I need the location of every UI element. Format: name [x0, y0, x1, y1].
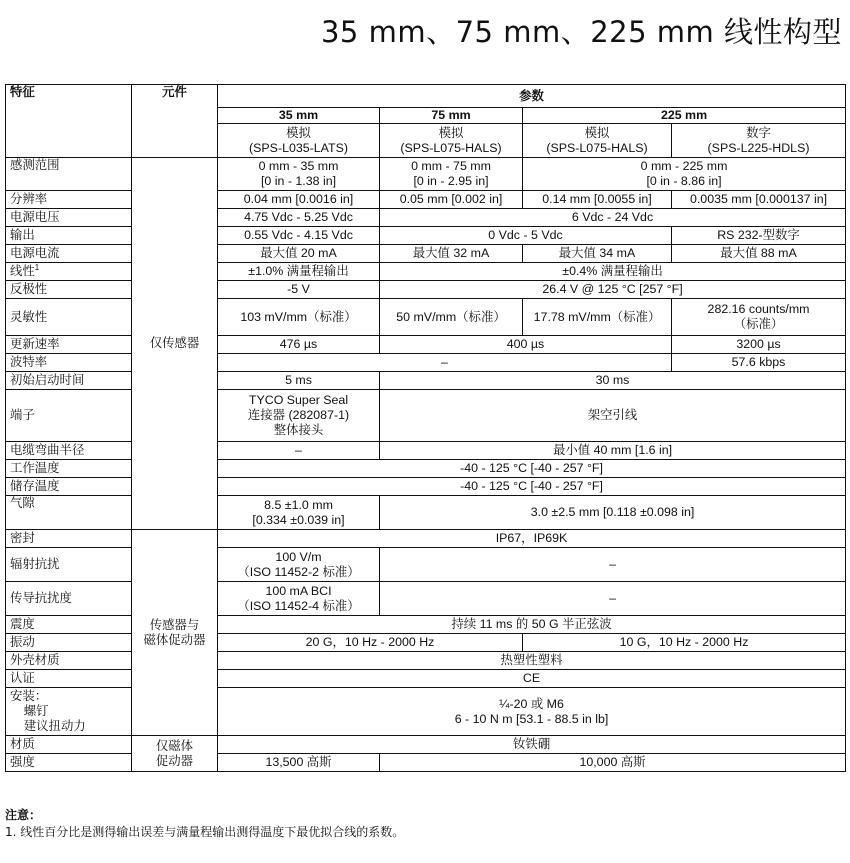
cell-value: 100 mA BCI （ISO 11452-4 标准） — [218, 582, 380, 616]
cell-value: 0.05 mm [0.002 in] — [380, 191, 523, 209]
cell-value: 持续 11 ms 的 50 G 半正弦波 — [218, 616, 846, 634]
cell-value: 架空引线 — [380, 390, 846, 442]
cell-value: 0.0035 mm [0.000137 in] — [672, 191, 846, 209]
row-label: 辐射抗扰 — [6, 548, 132, 582]
row-label: 认证 — [6, 670, 132, 688]
row-label: 气隙 — [6, 496, 132, 530]
cell-value: 6 Vdc - 24 Vdc — [380, 209, 846, 227]
type-2: 模拟 (SPS-L075-HALS) — [380, 124, 523, 158]
row-label: 振动 — [6, 634, 132, 652]
row-label: 强度 — [6, 754, 132, 772]
cell-value: 0 mm - 75 mm [0 in - 2.95 in] — [380, 158, 523, 191]
row-label: 储存温度 — [6, 478, 132, 496]
cell-value: 10,000 高斯 — [380, 754, 846, 772]
cell-value: 50 mV/mm（标准） — [380, 299, 523, 336]
cell-value: 282.16 counts/mm （标准） — [672, 299, 846, 336]
cell-value: 476 µs — [218, 336, 380, 354]
row-label: 密封 — [6, 530, 132, 548]
row-label: 线性 — [10, 264, 35, 278]
row-label: 外壳材质 — [6, 652, 132, 670]
cell-value: 0 Vdc - 5 Vdc — [380, 227, 672, 245]
cell-value: -40 - 125 °C [-40 - 257 °F] — [218, 478, 846, 496]
row-label: 电缆弯曲半径 — [6, 442, 132, 460]
row-label: 工作温度 — [6, 460, 132, 478]
footnote-marker: 1 — [34, 262, 40, 272]
size-225: 225 mm — [523, 108, 846, 124]
cell-value: 0.55 Vdc - 4.15 Vdc — [218, 227, 380, 245]
cell-value: ±1.0% 满量程输出 — [218, 263, 380, 281]
row-label: 初始启动时间 — [6, 372, 132, 390]
cell-value: 20 G，10 Hz - 2000 Hz — [218, 634, 523, 652]
type-3: 模拟 (SPS-L075-HALS) — [523, 124, 672, 158]
row-label: 反极性 — [6, 281, 132, 299]
cell-value: 4.75 Vdc - 5.25 Vdc — [218, 209, 380, 227]
type-4: 数字 (SPS-L225-HDLS) — [672, 124, 846, 158]
row-label: 端子 — [6, 390, 132, 442]
cell-value: RS 232-型数字 — [672, 227, 846, 245]
cell-value: – — [380, 548, 846, 582]
cell-value: – — [218, 354, 672, 372]
notes — [5, 807, 404, 841]
table-row — [6, 736, 846, 754]
header-feature: 特征 — [6, 85, 132, 158]
row-label: 更新速率 — [6, 336, 132, 354]
cell-value: 57.6 kbps — [672, 354, 846, 372]
row-label: 材质 — [6, 736, 132, 754]
cell-value: 最小值 40 mm [1.6 in] — [380, 442, 846, 460]
component-sensor-only: 仅传感器 — [132, 158, 218, 530]
row-label: 电源电压 — [6, 209, 132, 227]
cell-value: ±0.4% 满量程输出 — [380, 263, 846, 281]
cell-value: -5 V — [218, 281, 380, 299]
cell-value: 3.0 ±2.5 mm [0.118 ±0.098 in] — [380, 496, 846, 530]
cell-value: – — [380, 582, 846, 616]
cell-value: 0 mm - 225 mm [0 in - 8.86 in] — [523, 158, 846, 191]
cell-value: 钕铁硼 — [218, 736, 846, 754]
cell-value: 400 µs — [380, 336, 672, 354]
cell-value: ¼-20 或 M6 6 - 10 N m [53.1 - 88.5 in lb] — [218, 688, 846, 736]
cell-value: 13,500 高斯 — [218, 754, 380, 772]
cell-value: 0.04 mm [0.0016 in] — [218, 191, 380, 209]
row-label: 分辨率 — [6, 191, 132, 209]
cell-value: 最大值 34 mA — [523, 245, 672, 263]
size-75: 75 mm — [380, 108, 523, 124]
cell-value: 103 mV/mm（标准） — [218, 299, 380, 336]
page-title: 35 mm、75 mm、225 mm 线性构型 — [320, 15, 842, 49]
notes-heading: 注意： — [5, 808, 42, 822]
cell-value: IP67，IP69K — [218, 530, 846, 548]
cell-value: 3200 µs — [672, 336, 846, 354]
component-sensor-magnet: 传感器与 磁体促动器 — [132, 530, 218, 736]
row-label: 传导抗扰度 — [6, 582, 132, 616]
row-label: 安装： 螺钉 建议扭动力 — [6, 688, 132, 736]
cell-value: 热塑性塑料 — [218, 652, 846, 670]
header-row — [6, 85, 846, 108]
row-label: 电源电流 — [6, 245, 132, 263]
row-label: 输出 — [6, 227, 132, 245]
cell-value: 30 ms — [380, 372, 846, 390]
row-label-linearity — [6, 263, 132, 281]
table-row — [6, 158, 846, 191]
component-magnet-only: 仅磁体 促动器 — [132, 736, 218, 772]
spec-table — [5, 84, 846, 772]
row-label: 波特率 — [6, 354, 132, 372]
cell-value: -40 - 125 °C [-40 - 257 °F] — [218, 460, 846, 478]
row-label: 感测范围 — [6, 158, 132, 191]
cell-value: TYCO Super Seal 连接器 (282087-1) 整体接头 — [218, 390, 380, 442]
note-1: 1. 线性百分比是测得输出误差与满量程输出测得温度下最优拟合线的系数。 — [5, 825, 405, 839]
cell-value: – — [218, 442, 380, 460]
row-label: 震度 — [6, 616, 132, 634]
header-component: 元件 — [132, 85, 218, 158]
header-params: 参数 — [218, 85, 846, 108]
cell-value: CE — [218, 670, 846, 688]
row-label: 灵敏性 — [6, 299, 132, 336]
cell-value: 26.4 V @ 125 °C [257 °F] — [380, 281, 846, 299]
cell-value: 17.78 mV/mm（标准） — [523, 299, 672, 336]
table-row — [6, 530, 846, 548]
cell-value: 5 ms — [218, 372, 380, 390]
cell-value: 0 mm - 35 mm [0 in - 1.38 in] — [218, 158, 380, 191]
cell-value: 最大值 88 mA — [672, 245, 846, 263]
cell-value: 最大值 20 mA — [218, 245, 380, 263]
cell-value: 10 G，10 Hz - 2000 Hz — [523, 634, 846, 652]
cell-value: 8.5 ±1.0 mm [0.334 ±0.039 in] — [218, 496, 380, 530]
cell-value: 0.14 mm [0.0055 in] — [523, 191, 672, 209]
type-1: 模拟 (SPS-L035-LATS) — [218, 124, 380, 158]
cell-value: 最大值 32 mA — [380, 245, 523, 263]
size-35: 35 mm — [218, 108, 380, 124]
cell-value: 100 V/m （ISO 11452-2 标准） — [218, 548, 380, 582]
